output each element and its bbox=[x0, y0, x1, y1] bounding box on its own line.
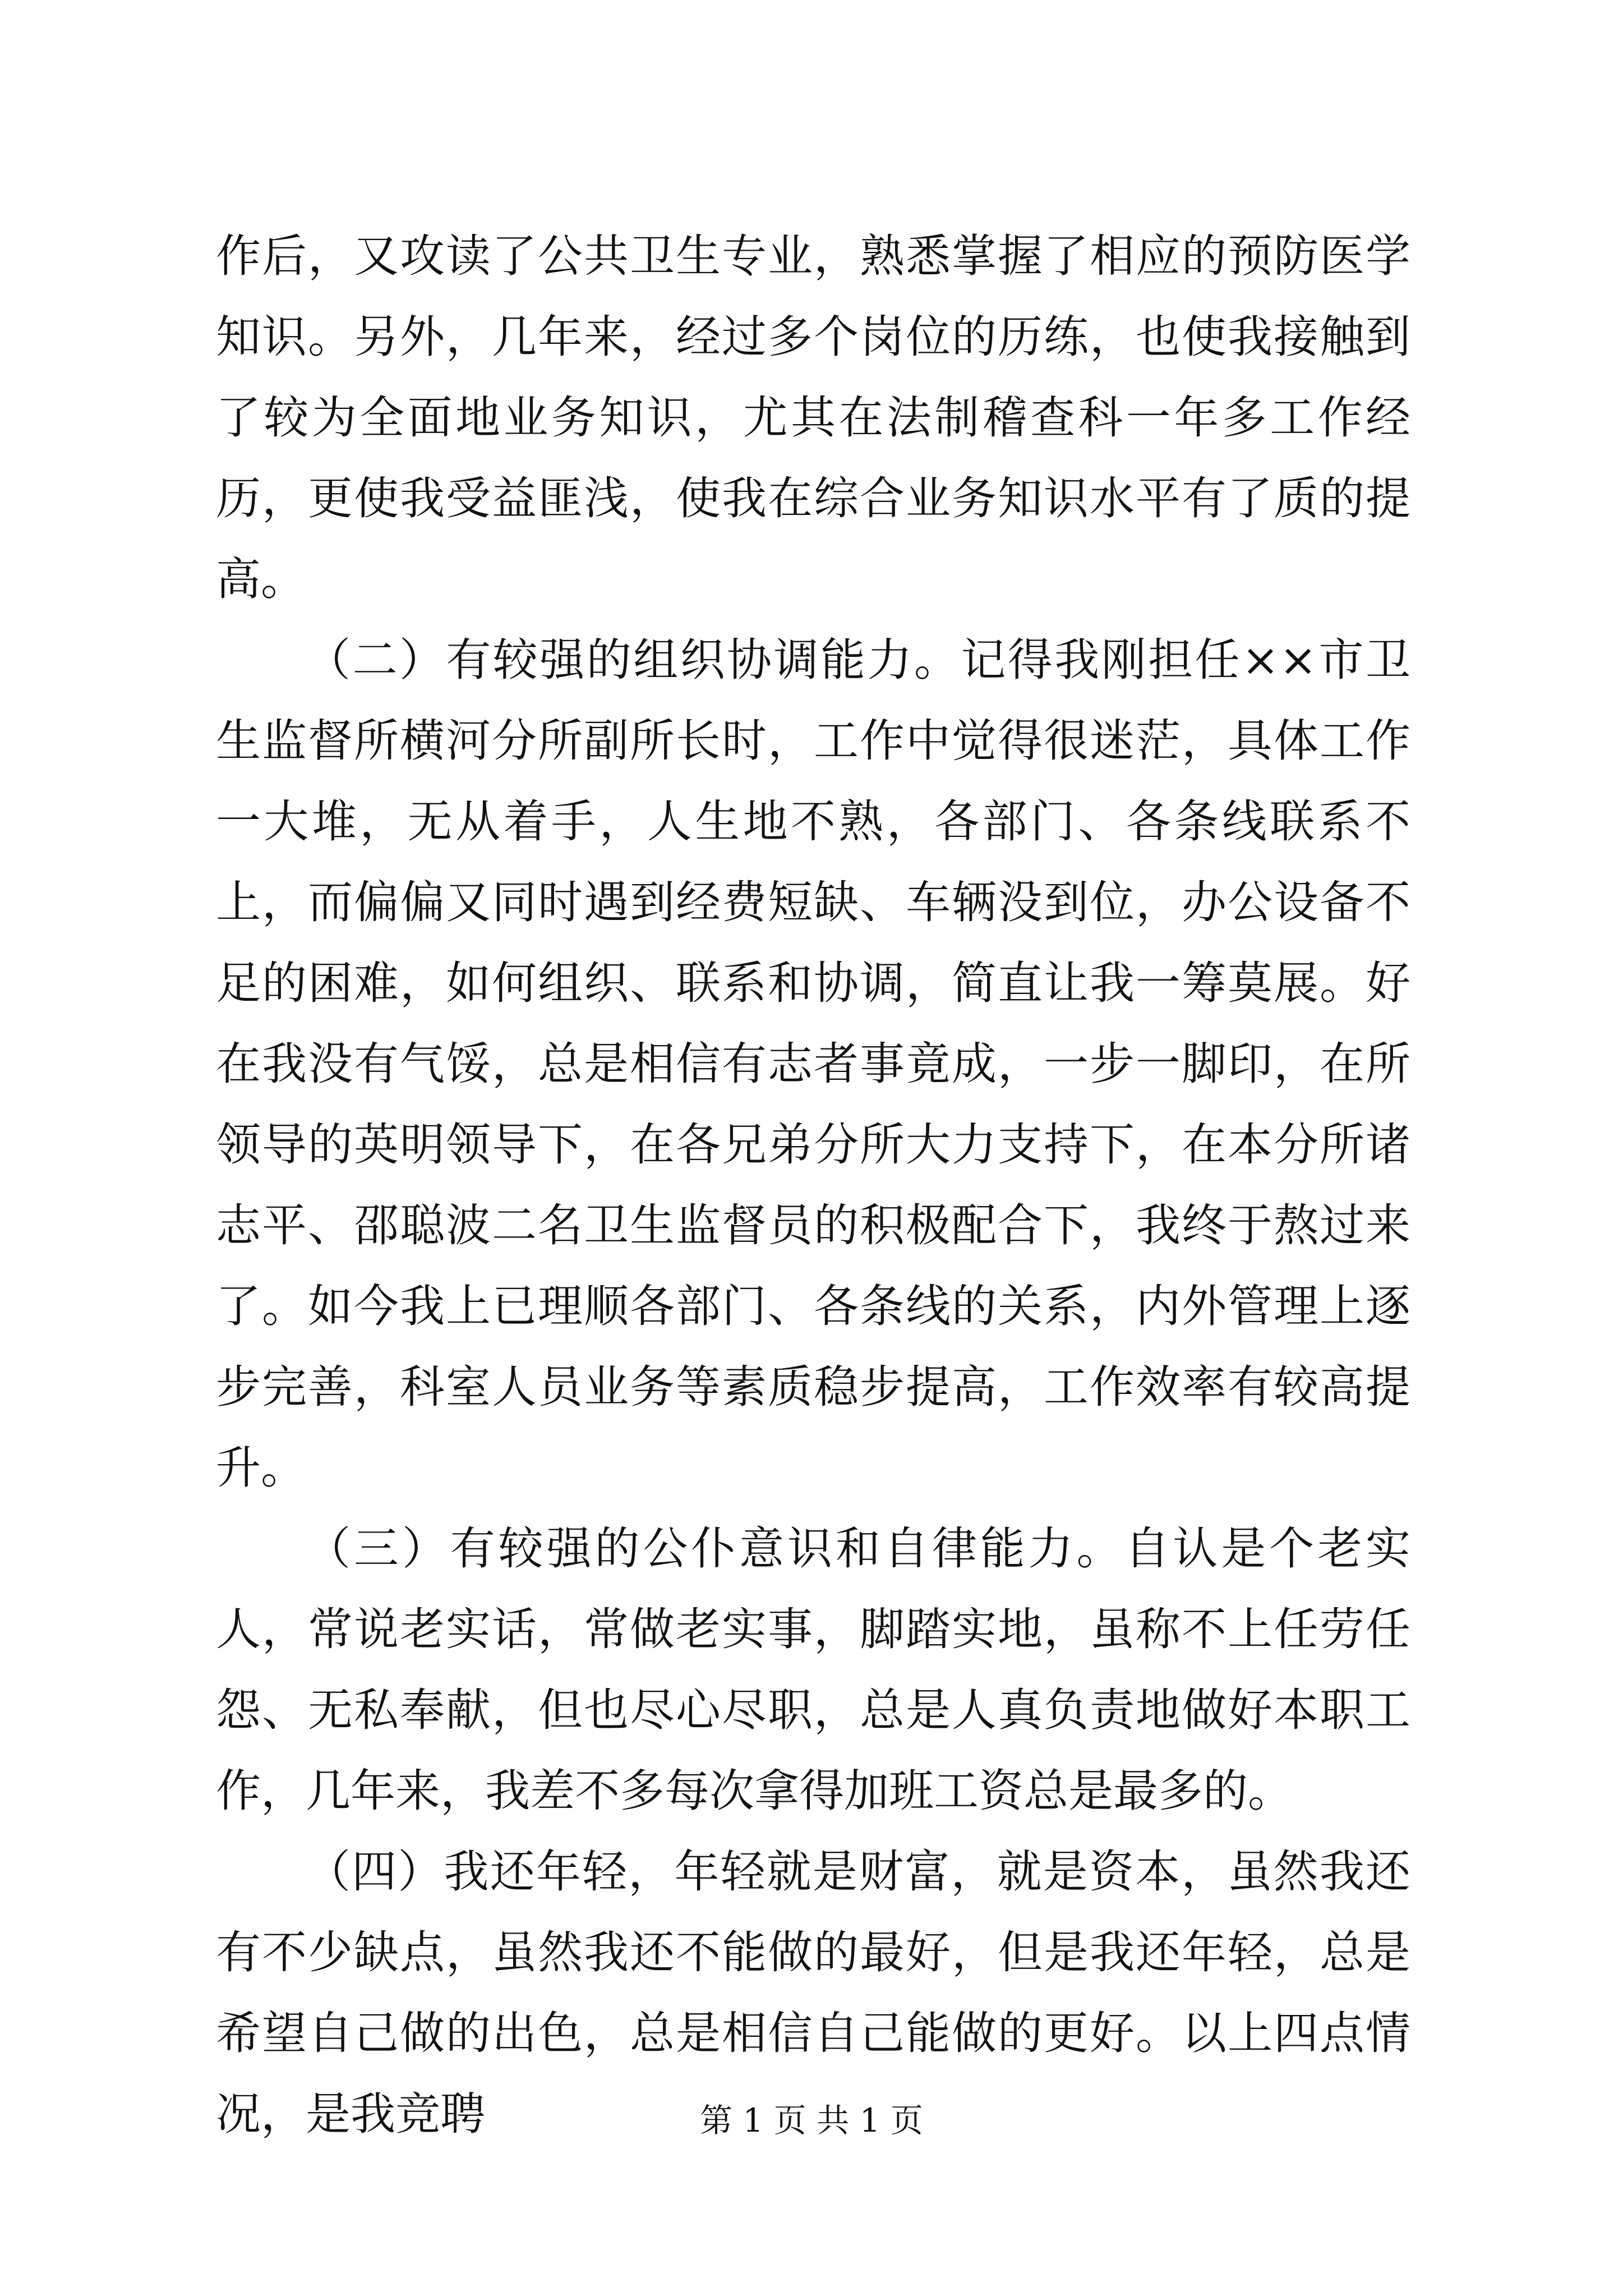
paragraph-public-servant-awareness: （三）有较强的公仆意识和自律能力。自认是个老实人，常说老实话，常做老实事，脚踏实地，虽称不上任劳任怨、无私奉献，但也尽心尽职，总是人真负责地做好本职工作，几年来，我差不多每次拿得加班工资总是最多的。 bbox=[216, 1522, 1410, 1817]
paragraph-youth: （四）我还年轻，年轻就是财富，就是资本，虽然我还有不少缺点，虽然我还不能做的最好，但是我还年轻，总是希望自己做的出色，总是相信自己能做的更好。以上四点情况，是我竞聘 bbox=[216, 1846, 1410, 2140]
paragraph-organization-ability: （二）有较强的组织协调能力。记得我刚担任××市卫生监督所横河分所副所长时，工作中觉得很迷茫，具体工作一大堆，无从着手，人生地不熟，各部门、各条线联系不上，而偏偏又同时遇到经费短缺、车辆没到位，办公设备不足的困难，如何组织、联系和协调，简直让我一筹莫展。好在我没有气馁，总是相信有志者事竟成，一步一脚印，在所领导的英明领导下，在各兄弟分所大力支持下，在本分所诸志平、邵聪波二名卫生监督员的积极配合下，我终于熬过来了。如今我上已理顺各部门、各条线的关系，内外管理上逐步完善，科室人员业务等素质稳步提高，工作效率有较高提升。 bbox=[216, 634, 1410, 1494]
document-body bbox=[216, 216, 1410, 2155]
paragraph-continuation: 作后，又攻读了公共卫生专业，熟悉掌握了相应的预防医学知识。另外，几年来，经过多个岗位的历练，也使我接触到了较为全面地业务知识，尤其在法制稽查科一年多工作经历，更使我受益匪浅，使我在综合业务知识水平有了质的提高。 bbox=[216, 230, 1410, 605]
page-footer: 第 1 页 共 1 页 bbox=[700, 2101, 923, 2139]
